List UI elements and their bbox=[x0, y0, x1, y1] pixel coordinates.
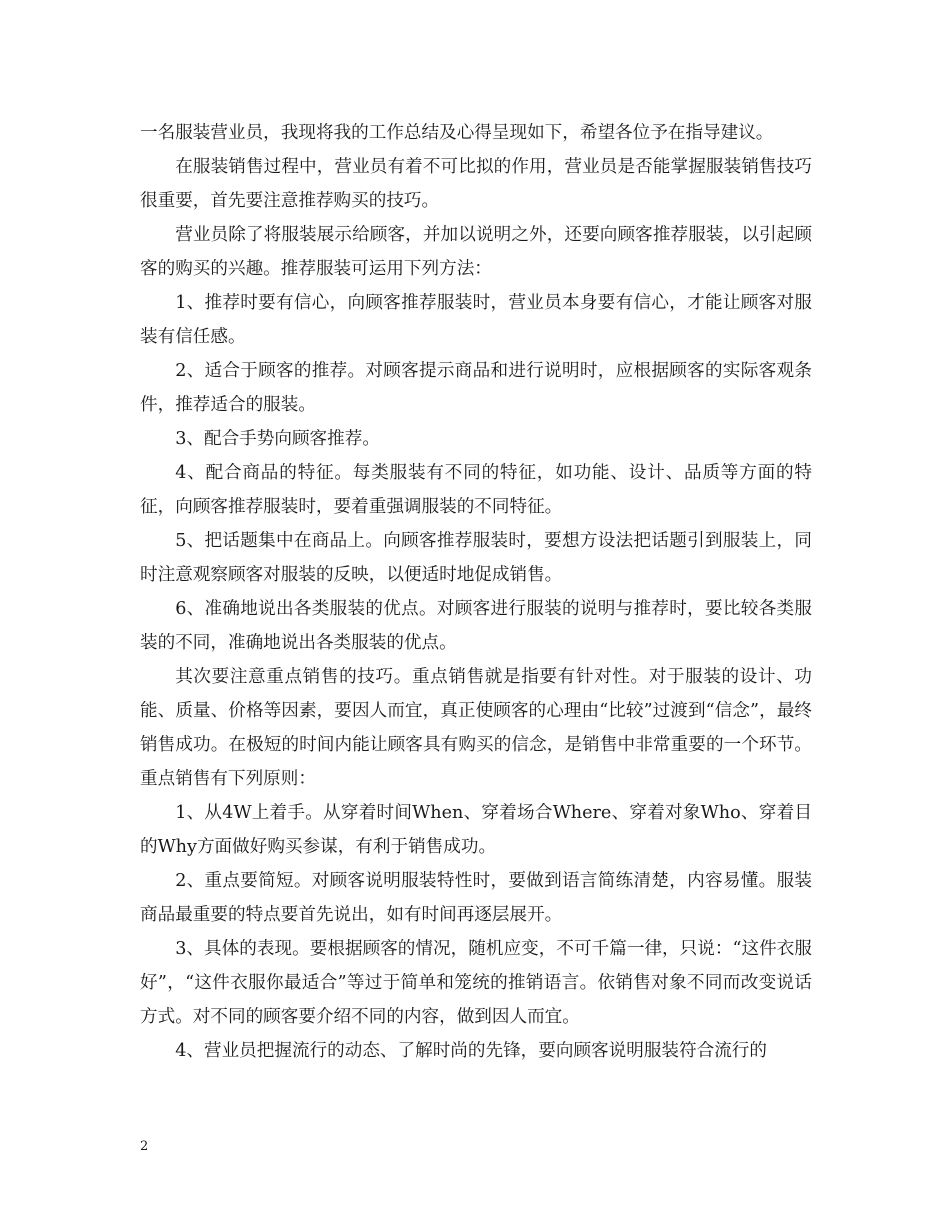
paragraph: 3、配合手势向顾客推荐。 bbox=[175, 429, 380, 449]
paragraph: 2、适合于顾客的推荐。对顾客提示商品和进行说明时，应根据顾客的实际客观条件，推荐适合的服装。 bbox=[140, 361, 812, 415]
paragraph: 4、配合商品的特征。每类服装有不同的特征，如功能、设计、品质等方面的特征，向顾客推荐服装时，要着重强调服装的不同特征。 bbox=[140, 463, 812, 517]
paragraph: 1、从4W上着手。从穿着时间When、穿着场合Where、穿着对象Who、穿着目的Why方面做好购买参谋，有利于销售成功。 bbox=[140, 803, 812, 857]
paragraph: 2、重点要简短。对顾客说明服装特性时，要做到语言简练清楚，内容易懂。服装商品最重要的特点要首先说出，如有时间再逐层展开。 bbox=[140, 871, 812, 925]
paragraph: 营业员除了将服装展示给顾客，并加以说明之外，还要向顾客推荐服装，以引起顾客的购买的兴趣。推荐服装可运用下列方法： bbox=[140, 225, 812, 279]
paragraph: 6、准确地说出各类服装的优点。对顾客进行服装的说明与推荐时，要比较各类服装的不同，准确地说出各类服装的优点。 bbox=[140, 599, 812, 653]
paragraph: 一名服装营业员，我现将我的工作总结及心得呈现如下，希望各位予在指导建议。 bbox=[140, 123, 774, 143]
paragraph: 1、推荐时要有信心，向顾客推荐服装时，营业员本身要有信心，才能让顾客对服装有信任感。 bbox=[140, 293, 812, 347]
paragraph: 5、把话题集中在商品上。向顾客推荐服装时，要想方设法把话题引到服装上，同时注意观察顾客对服装的反映，以便适时地促成销售。 bbox=[140, 531, 812, 585]
page-number: 2 bbox=[140, 1139, 149, 1154]
paragraph: 在服装销售过程中，营业员有着不可比拟的作用，营业员是否能掌握服装销售技巧很重要，首先要注意推荐购买的技巧。 bbox=[140, 157, 812, 211]
paragraph: 4、营业员把握流行的动态、了解时尚的先锋，要向顾客说明服装符合流行的 bbox=[175, 1041, 767, 1061]
paragraph: 3、具体的表现。要根据顾客的情况，随机应变，不可千篇一律，只说：“这件衣服好”，“这件衣服你最适合”等过于简单和笼统的推销语言。依销售对象不同而改变说话方式。对不同的顾客要介绍不同的内容，做到因人而宜。 bbox=[140, 939, 812, 1027]
paragraph: 其次要注意重点销售的技巧。重点销售就是指要有针对性。对于服装的设计、功能、质量、价格等因素，要因人而宜，真正使顾客的心理由“比较”过渡到“信念”，最终销售成功。在极短的时间内能让顾客具有购买的信念，是销售中非常重要的一个环节。重点销售有下列原则： bbox=[140, 667, 812, 789]
document-body bbox=[140, 116, 812, 1068]
